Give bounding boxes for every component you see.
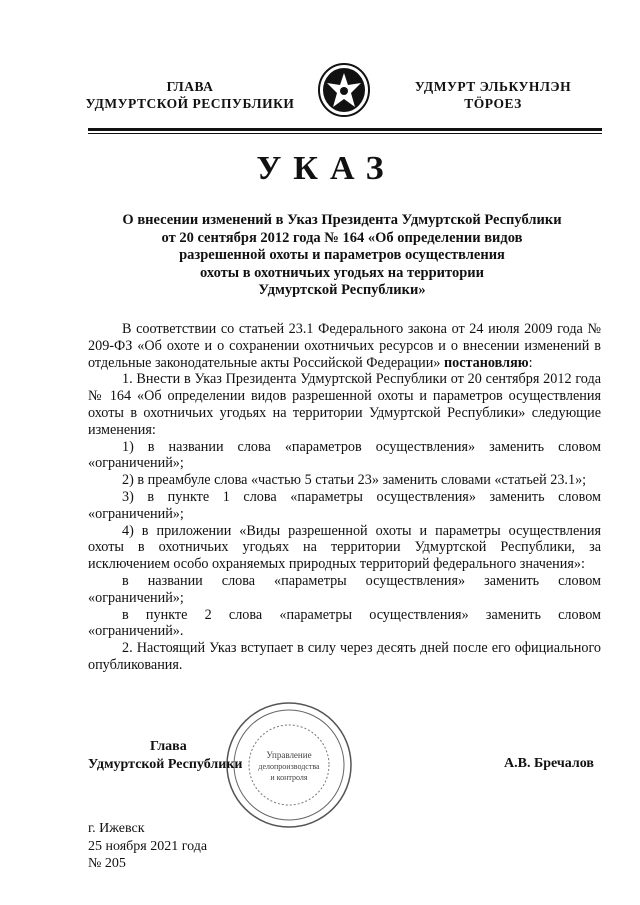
subject-line: О внесении изменений в Указ Президента Удмуртской Республики xyxy=(122,212,562,228)
paragraph-1-2: 2) в преамбуле слова «частью 5 статьи 23» заменить словами «статьей 23.1»; xyxy=(122,472,587,489)
signatory-title-line2: Удмуртской Республики xyxy=(88,757,243,772)
document-subject xyxy=(100,212,584,300)
paragraph-2: 2. Настоящий Указ вступает в силу через десять дней после его официального опубликования. xyxy=(88,640,601,673)
paragraph-1-1: 1) в названии слова «параметров осуществления» заменить словом «ограничений»; xyxy=(88,438,601,472)
document-title: УКАЗ xyxy=(256,150,396,187)
paragraph-1-4: 4) в приложении «Виды разрешенной охоты и параметры осуществления охоты в охотничьих угодьях на территории Удмуртской Республики, за исключением особо охраняемых природных территорий федерального значения»: xyxy=(88,522,601,573)
subject-line: от 20 сентября 2012 года № 164 «Об определении видов xyxy=(161,229,523,246)
seal-text-line: делопроизводства xyxy=(258,762,320,771)
signatory-title-line1: Глава xyxy=(150,739,187,754)
header-right-line2: ТӦРОЕЗ xyxy=(464,96,522,111)
preamble-colon: : xyxy=(528,354,533,371)
footer-number: № 205 xyxy=(88,856,126,871)
header-left-line2: УДМУРТСКОЙ РЕСПУБЛИКИ xyxy=(85,96,295,111)
subject-line: разрешенной охоты и параметров осуществления xyxy=(179,247,505,263)
paragraph-1-4-a: в названии слова «параметры осуществления» заменить словом «ограничений»; xyxy=(88,572,601,606)
header-rule-thin xyxy=(88,133,602,134)
seal-text-line: и контроля xyxy=(270,773,308,782)
header-left xyxy=(70,78,310,112)
subject-line: Удмуртской Республики» xyxy=(258,282,426,298)
paragraph-1-3: 3) в пункте 1 слова «параметры осуществления» заменить словом «ограничений»; xyxy=(88,488,601,522)
footer-date: 25 ноября 2021 года xyxy=(88,838,208,854)
signatory-title xyxy=(88,738,268,774)
seal-text-line: Управление xyxy=(266,750,312,760)
header-rule-thick xyxy=(88,128,602,131)
preamble-paragraph xyxy=(88,321,601,371)
subject-line: охоты в охотничьих угодьях на территории xyxy=(200,264,484,281)
coat-of-arms-emblem xyxy=(317,63,371,117)
header-right-line1: УДМУРТ ЭЛЬКУНЛЭН xyxy=(414,79,572,94)
document-body xyxy=(88,321,601,674)
header-left-line1: ГЛАВА xyxy=(166,79,214,94)
paragraph-1: 1. Внести в Указ Президента Удмуртской Республики от 20 сентября 2012 года № 164 «Об определении видов разрешенной охоты и параметров осуществления охоты в охотничьих угодьях на территории Удмуртской Республики» следующие изменения: xyxy=(88,371,601,438)
footer-place: г. Ижевск xyxy=(88,821,145,836)
preamble-decree-word: постановляю xyxy=(443,354,529,371)
header-right xyxy=(398,78,588,112)
paragraph-1-4-b: в пункте 2 слова «параметры осуществления» заменить словом «ограничений». xyxy=(88,606,601,640)
document-footer xyxy=(88,820,207,873)
signatory-name: А.В. Бречалов xyxy=(504,756,594,771)
preamble-text: В соответствии со статьей 23.1 Федерального закона от 24 июля 2009 года № 209-ФЗ «Об охоте и о сохранении охотничьих ресурсов и о внесении изменений в отдельные законодательные акты Российской Федерации» xyxy=(88,321,601,371)
